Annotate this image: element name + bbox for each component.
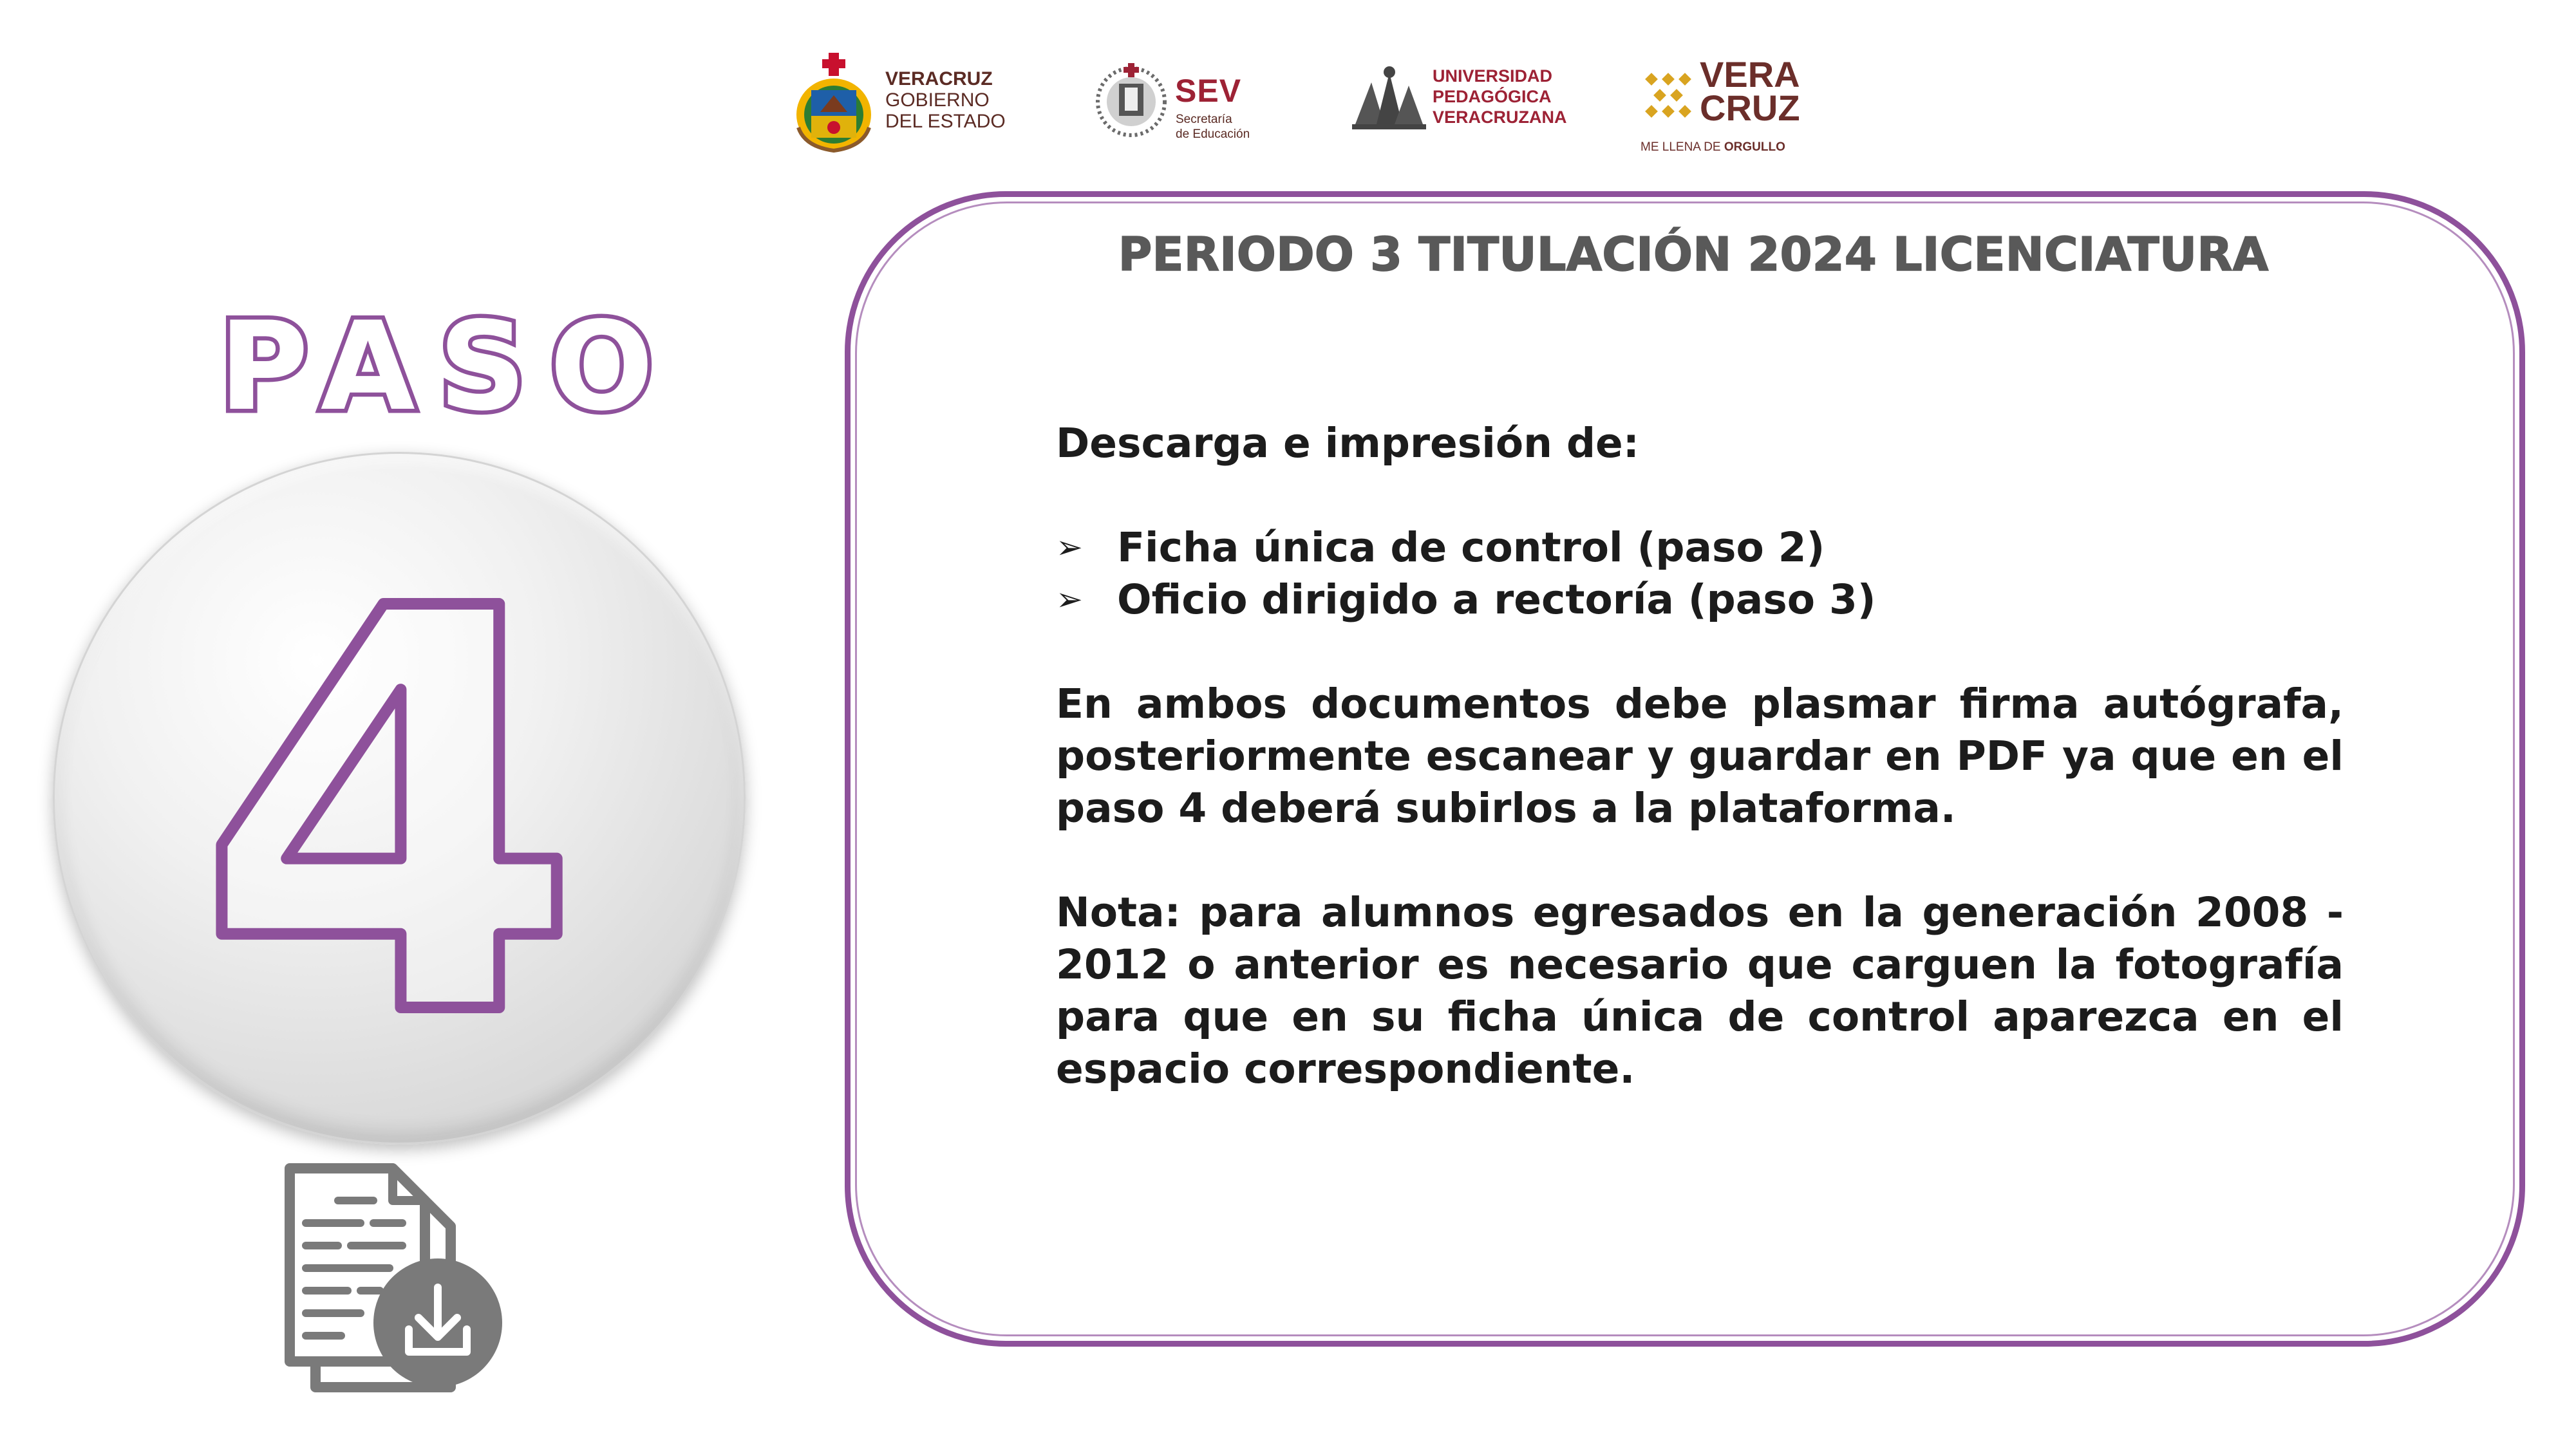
list-item-text: Ficha única de control (paso 2) (1117, 524, 1825, 571)
panel-content (1056, 417, 2344, 1095)
logo-gobierno-veracruz (792, 50, 1024, 153)
step-number (55, 454, 744, 1143)
veracruz-slogan: ME LLENA DE ORGULLO (1641, 140, 1785, 154)
document-download-icon (277, 1155, 515, 1400)
list-item (1056, 574, 2344, 626)
arrow-bullet-icon: ➢ (1056, 528, 1083, 566)
paso-heading: PASO (219, 295, 677, 438)
sev-subtitle: Secretaría de Educación (1176, 113, 1250, 141)
logo-veracruz-orgullo (1641, 54, 1847, 166)
logo-upv (1352, 57, 1584, 153)
sev-seal-icon (1095, 58, 1169, 148)
veracruz-pattern-icon (1641, 62, 1698, 133)
note-paragraph: Nota: para alumnos egresados en la generación 2008 - 2012 o anterior es necesario que carguen la fotografía para que en su ficha única de control aparezca en el espacio correspondiente. (1056, 889, 2344, 1092)
sev-name: SEV (1175, 73, 1242, 109)
intro-text: Descarga e impresión de: (1056, 420, 1639, 467)
step-circle (53, 452, 746, 1145)
veracruz-logo-text: VERACRUZ GOBIERNO DEL ESTADO (885, 68, 1006, 132)
upv-logo-text: UNIVERSIDAD PEDAGÓGICA VERACRUZANA (1433, 66, 1567, 127)
header-logos (792, 45, 1835, 161)
step-number-text: 4 (196, 494, 583, 1138)
upv-emblem-icon (1352, 63, 1426, 134)
list-item-text: Oficio dirigido a rectoría (paso 3) (1117, 576, 1876, 623)
documents-list (1056, 521, 2344, 626)
veracruz-shield-icon (792, 50, 876, 153)
panel-title: PERIODO 3 TITULACIÓN 2024 LICENCIATURA (1118, 227, 2269, 281)
logo-sev (1095, 50, 1288, 153)
list-item (1056, 521, 2344, 574)
arrow-bullet-icon: ➢ (1056, 581, 1083, 618)
veracruz-brand-word: VERA CRUZ (1700, 54, 1800, 128)
instructions-paragraph: En ambos documentos debe plasmar firma autógrafa, posteriormente escanear y guardar en PDF ya que en el paso 4 deberá subirlos a la plataforma. (1056, 680, 2344, 832)
